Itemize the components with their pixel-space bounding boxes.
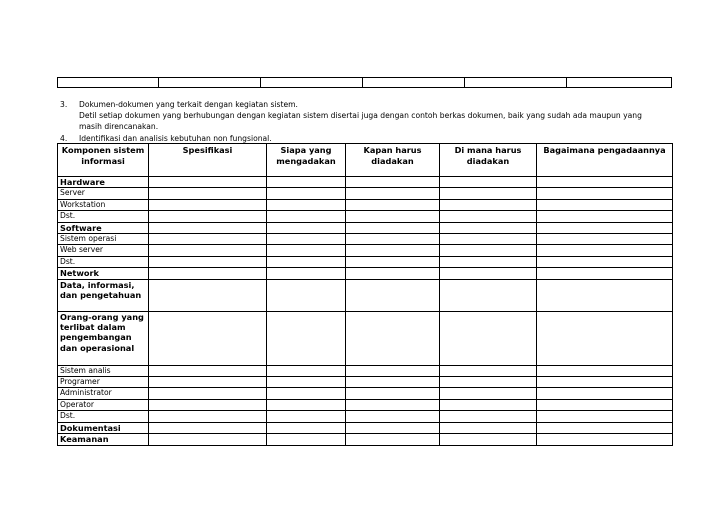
table-row xyxy=(58,422,673,433)
table-cell xyxy=(440,177,537,188)
table-cell xyxy=(267,268,346,279)
table-cell xyxy=(537,256,673,267)
table-cell xyxy=(537,234,673,245)
table-cell xyxy=(346,199,440,210)
table-cell xyxy=(537,422,673,433)
table-cell xyxy=(261,78,363,88)
table-cell xyxy=(149,245,267,256)
table-cell xyxy=(440,188,537,199)
table-cell xyxy=(267,234,346,245)
table-cell xyxy=(149,279,267,311)
row-label: Dst. xyxy=(58,211,149,222)
table-cell xyxy=(440,199,537,210)
table-cell xyxy=(363,78,465,88)
table-cell xyxy=(267,411,346,422)
table-cell xyxy=(267,311,346,365)
row-label: Hardware xyxy=(58,177,149,188)
table-cell xyxy=(440,422,537,433)
table-cell xyxy=(346,434,440,445)
table-cell xyxy=(440,311,537,365)
table-row xyxy=(58,388,673,399)
table-cell xyxy=(346,211,440,222)
table-row xyxy=(58,211,673,222)
column-header: Bagaimana pengadaannya xyxy=(537,144,673,177)
table-cell xyxy=(537,188,673,199)
table-cell xyxy=(346,377,440,388)
table-cell xyxy=(537,279,673,311)
table-cell xyxy=(346,365,440,376)
table-cell xyxy=(346,411,440,422)
table-cell xyxy=(346,268,440,279)
table-cell xyxy=(346,422,440,433)
table-cell xyxy=(267,279,346,311)
item-number: 4. xyxy=(60,133,68,143)
table-cell xyxy=(267,388,346,399)
table-cell xyxy=(149,222,267,233)
table-cell xyxy=(537,388,673,399)
non-functional-requirements-table xyxy=(57,143,673,446)
table-row xyxy=(58,78,672,88)
table-cell xyxy=(149,365,267,376)
table-cell xyxy=(267,434,346,445)
table-cell xyxy=(267,245,346,256)
table-row xyxy=(58,399,673,410)
table-cell xyxy=(537,211,673,222)
table-row xyxy=(58,256,673,267)
column-header: Spesifikasi xyxy=(149,144,267,177)
table-cell xyxy=(537,199,673,210)
table-cell xyxy=(537,399,673,410)
table-cell xyxy=(346,245,440,256)
table-cell xyxy=(537,411,673,422)
table-row xyxy=(58,177,673,188)
table-row xyxy=(58,234,673,245)
table-cell xyxy=(267,177,346,188)
row-label: Operator xyxy=(58,399,149,410)
table-cell xyxy=(149,399,267,410)
table-cell xyxy=(537,177,673,188)
table-cell xyxy=(440,279,537,311)
table-cell xyxy=(440,377,537,388)
table-cell xyxy=(58,78,159,88)
column-header: Komponen sistem informasi xyxy=(58,144,149,177)
row-label: Data, informasi, dan pengetahuan xyxy=(58,279,149,311)
column-header: Di mana harus diadakan xyxy=(440,144,537,177)
row-label: Sistem analis xyxy=(58,365,149,376)
table-cell xyxy=(537,268,673,279)
table-cell xyxy=(149,377,267,388)
row-label: Workstation xyxy=(58,199,149,210)
table-cell xyxy=(149,311,267,365)
table-cell xyxy=(149,211,267,222)
table-cell xyxy=(346,279,440,311)
table-row xyxy=(58,199,673,210)
row-label: Server xyxy=(58,188,149,199)
table-cell xyxy=(267,211,346,222)
table-cell xyxy=(440,365,537,376)
table-cell xyxy=(440,434,537,445)
row-label: Sistem operasi xyxy=(58,234,149,245)
row-label: Dst. xyxy=(58,411,149,422)
table-row xyxy=(58,365,673,376)
row-label: Dst. xyxy=(58,256,149,267)
table-cell xyxy=(149,388,267,399)
table-cell xyxy=(440,222,537,233)
column-header: Kapan harus diadakan xyxy=(346,144,440,177)
table-cell xyxy=(537,222,673,233)
row-label: Orang-orang yang terlibat dalam pengembangan dan operasional xyxy=(58,311,149,365)
table-cell xyxy=(149,411,267,422)
table-cell xyxy=(267,256,346,267)
table-cell xyxy=(537,377,673,388)
item-number: 3. xyxy=(60,100,68,109)
table-cell xyxy=(346,177,440,188)
table-cell xyxy=(346,222,440,233)
table-cell xyxy=(346,188,440,199)
row-label: Keamanan xyxy=(58,434,149,445)
table-cell xyxy=(267,188,346,199)
table-cell xyxy=(267,399,346,410)
table-row xyxy=(58,434,673,445)
table-row xyxy=(58,279,673,311)
table-cell xyxy=(267,377,346,388)
row-label: Software xyxy=(58,222,149,233)
table-cell xyxy=(440,234,537,245)
table-cell xyxy=(346,311,440,365)
table-cell xyxy=(149,234,267,245)
table-cell xyxy=(159,78,261,88)
table-header-row xyxy=(58,144,673,177)
table-cell xyxy=(149,199,267,210)
table-cell xyxy=(440,268,537,279)
table-cell xyxy=(267,365,346,376)
table-cell xyxy=(149,256,267,267)
row-label: Administrator xyxy=(58,388,149,399)
item-title: Dokumen-dokumen yang terkait dengan kegiatan sistem. xyxy=(79,100,298,109)
table-cell xyxy=(440,399,537,410)
table-row xyxy=(58,222,673,233)
table-cell xyxy=(537,311,673,365)
table-row xyxy=(58,268,673,279)
table-row xyxy=(58,245,673,256)
table-cell xyxy=(440,388,537,399)
row-label: Web server xyxy=(58,245,149,256)
item-detail: Detil setiap dokumen yang berhubungan dengan kegiatan sistem disertai juga dengan contoh berkas dokumen, baik yang sudah ada maupun yang masih direncanakan. xyxy=(79,111,642,132)
table-cell xyxy=(346,399,440,410)
row-label: Dokumentasi xyxy=(58,422,149,433)
table-cell xyxy=(440,245,537,256)
previous-table-stub xyxy=(57,77,672,88)
table-cell xyxy=(149,268,267,279)
item-title: Identifikasi dan analisis kebutuhan non fungsional. xyxy=(79,133,272,143)
table-cell xyxy=(537,365,673,376)
table-cell xyxy=(346,234,440,245)
table-cell xyxy=(346,256,440,267)
table-cell xyxy=(440,256,537,267)
table-cell xyxy=(440,211,537,222)
table-row xyxy=(58,188,673,199)
table-row xyxy=(58,411,673,422)
column-header: Siapa yang mengadakan xyxy=(267,144,346,177)
table-cell xyxy=(267,222,346,233)
row-label: Programer xyxy=(58,377,149,388)
table-row xyxy=(58,311,673,365)
instruction-item-3 xyxy=(60,99,680,110)
table-row xyxy=(58,377,673,388)
table-cell xyxy=(149,188,267,199)
table-cell xyxy=(440,411,537,422)
row-label: Network xyxy=(58,268,149,279)
table-cell xyxy=(267,422,346,433)
table-cell xyxy=(346,388,440,399)
table-cell xyxy=(537,245,673,256)
instructions xyxy=(60,99,680,144)
table-cell xyxy=(567,78,672,88)
table-cell xyxy=(537,434,673,445)
table-cell xyxy=(149,422,267,433)
table-cell xyxy=(465,78,567,88)
table-cell xyxy=(267,199,346,210)
table-cell xyxy=(149,177,267,188)
table-cell xyxy=(149,434,267,445)
